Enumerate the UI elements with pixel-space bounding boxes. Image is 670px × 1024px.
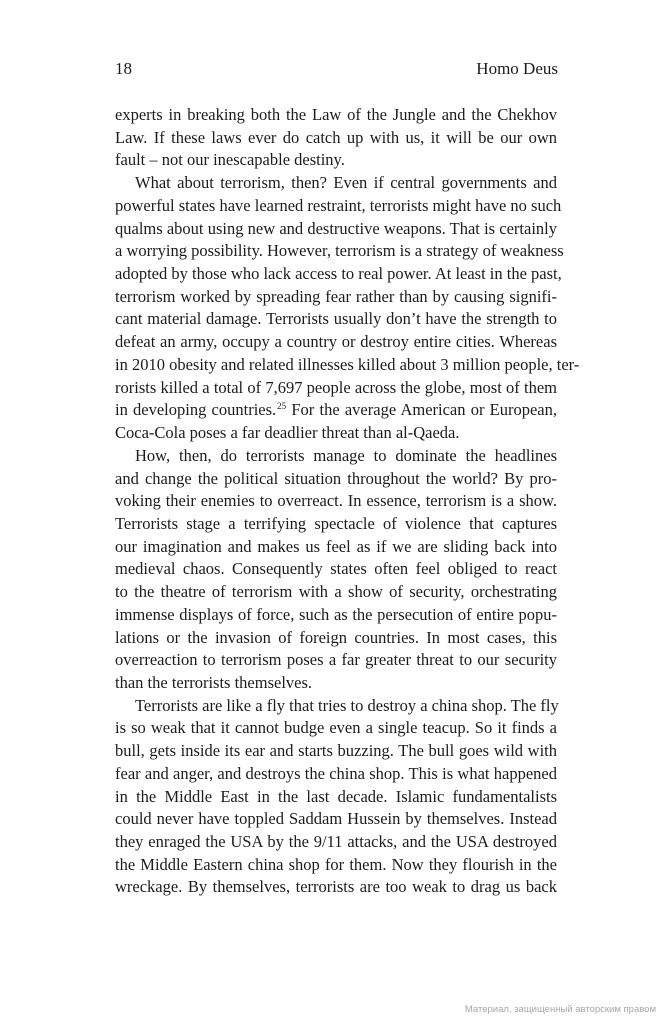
- text-line: [115, 786, 557, 809]
- line-text: lations or the invasion of foreign countries. In most cases, this: [115, 627, 557, 647]
- text-line: [115, 308, 557, 331]
- line-text: powerful states have learned restraint, terrorists might have no such: [115, 195, 562, 215]
- text-line: [115, 286, 557, 309]
- line-text: fear and anger, and destroys the china shop. This is what happened: [115, 763, 557, 783]
- paragraph: [115, 695, 557, 899]
- line-text: bull, gets inside its ear and starts buzzing. The bull goes wild with: [115, 741, 557, 761]
- line-text: medieval chaos. Consequently states often feel obliged to react: [115, 559, 557, 579]
- line-text: defeat an army, occupy a country or destroy entire cities. Whereas: [115, 332, 557, 352]
- text-line: [115, 808, 557, 831]
- text-line: [115, 195, 562, 218]
- text-line: [115, 763, 557, 786]
- text-line: [115, 536, 557, 559]
- text-line: [115, 331, 557, 354]
- footnote-reference[interactable]: 25: [277, 400, 287, 411]
- text-line: [115, 627, 557, 650]
- text-line: [115, 468, 557, 491]
- line-text: in developing countries.: [115, 400, 277, 420]
- text-line: [115, 717, 557, 740]
- line-text-continued: For the average American or European,: [286, 400, 557, 420]
- line-text: cant material damage. Terrorists usually don’t have the strength to: [115, 309, 557, 329]
- text-line: [115, 104, 557, 127]
- text-line: [115, 422, 557, 445]
- text-line: [115, 218, 557, 241]
- text-line: [115, 513, 557, 536]
- line-text: in the Middle East in the last decade. Islamic fundamentalists: [115, 786, 557, 806]
- text-line: [115, 377, 557, 400]
- line-text: immense displays of force, such as the persecution of entire popu-: [115, 604, 557, 624]
- text-line: [115, 831, 557, 854]
- text-line: [115, 740, 557, 763]
- line-text: voking their enemies to overreact. In essence, terrorism is a show.: [115, 491, 557, 511]
- line-text: qualms about using new and destructive weapons. That is certainly: [115, 218, 557, 238]
- body-text: [115, 104, 580, 899]
- line-text: fault – not our inescapable destiny.: [115, 150, 345, 170]
- line-text: How, then, do terrorists manage to dominate the headlines: [135, 445, 557, 465]
- text-line: [115, 490, 557, 513]
- text-line: [115, 604, 557, 627]
- text-line: [115, 581, 557, 604]
- text-line: [115, 354, 580, 377]
- page-number: 18: [115, 59, 132, 78]
- line-text: overreaction to terrorism poses a far greater threat to our security: [115, 650, 557, 670]
- line-text: and change the political situation throughout the world? By pro-: [115, 468, 557, 488]
- line-text: Law. If these laws ever do catch up with us, it will be our own: [115, 127, 557, 147]
- line-text: experts in breaking both the Law of the Jungle and the Chekhov: [115, 105, 557, 124]
- line-text: could never have toppled Saddam Hussein by themselves. Instead: [115, 809, 557, 829]
- copyright-watermark: Материал, защищенный авторским правом: [464, 1004, 656, 1015]
- text-line: [115, 695, 557, 718]
- line-text: adopted by those who lack access to real power. At least in the past,: [115, 264, 562, 284]
- text-line: [115, 672, 557, 695]
- paragraph: [115, 172, 580, 445]
- paragraph: [115, 445, 557, 695]
- line-text: What about terrorism, then? Even if central governments and: [135, 173, 557, 193]
- line-text: terrorism worked by spreading fear rather than by causing signifi-: [115, 286, 557, 306]
- text-line: [115, 445, 557, 468]
- text-line: [115, 876, 557, 899]
- line-text: wreckage. By themselves, terrorists are too weak to drag us back: [115, 877, 557, 897]
- line-text: Terrorists stage a terrifying spectacle of violence that captures: [115, 513, 557, 533]
- paragraph: [115, 104, 557, 172]
- line-text: Terrorists are like a fly that tries to destroy a china shop. The fly: [135, 695, 559, 715]
- line-text: than the terrorists themselves.: [115, 672, 313, 692]
- line-text: rorists killed a total of 7,697 people across the globe, most of them: [115, 377, 557, 397]
- line-text: the Middle Eastern china shop for them. Now they flourish in the: [115, 854, 557, 874]
- line-text: our imagination and makes us feel as if we are sliding back into: [115, 536, 557, 556]
- text-line: [115, 149, 557, 172]
- line-text: in 2010 obesity and related illnesses killed about 3 million people, ter-: [115, 354, 580, 374]
- text-line: [115, 172, 557, 195]
- text-line: [115, 399, 557, 422]
- text-line: [115, 649, 557, 672]
- line-text: is so weak that it cannot budge even a single teacup. So it finds a: [115, 718, 557, 738]
- text-line: [115, 263, 562, 286]
- text-line: [115, 558, 557, 581]
- line-text: a worrying possibility. However, terrorism is a strategy of weakness: [115, 241, 564, 261]
- line-text: Coca-Cola poses a far deadlier threat than al-Qaeda.: [115, 423, 460, 443]
- text-line: [115, 854, 557, 877]
- line-text: to the theatre of terrorism with a show of security, orchestrating: [115, 582, 557, 602]
- text-line: [115, 127, 557, 150]
- line-text: they enraged the USA by the 9/11 attacks, and the USA destroyed: [115, 832, 557, 851]
- text-line: [115, 240, 564, 263]
- running-header-title: Homo Deus: [476, 59, 558, 78]
